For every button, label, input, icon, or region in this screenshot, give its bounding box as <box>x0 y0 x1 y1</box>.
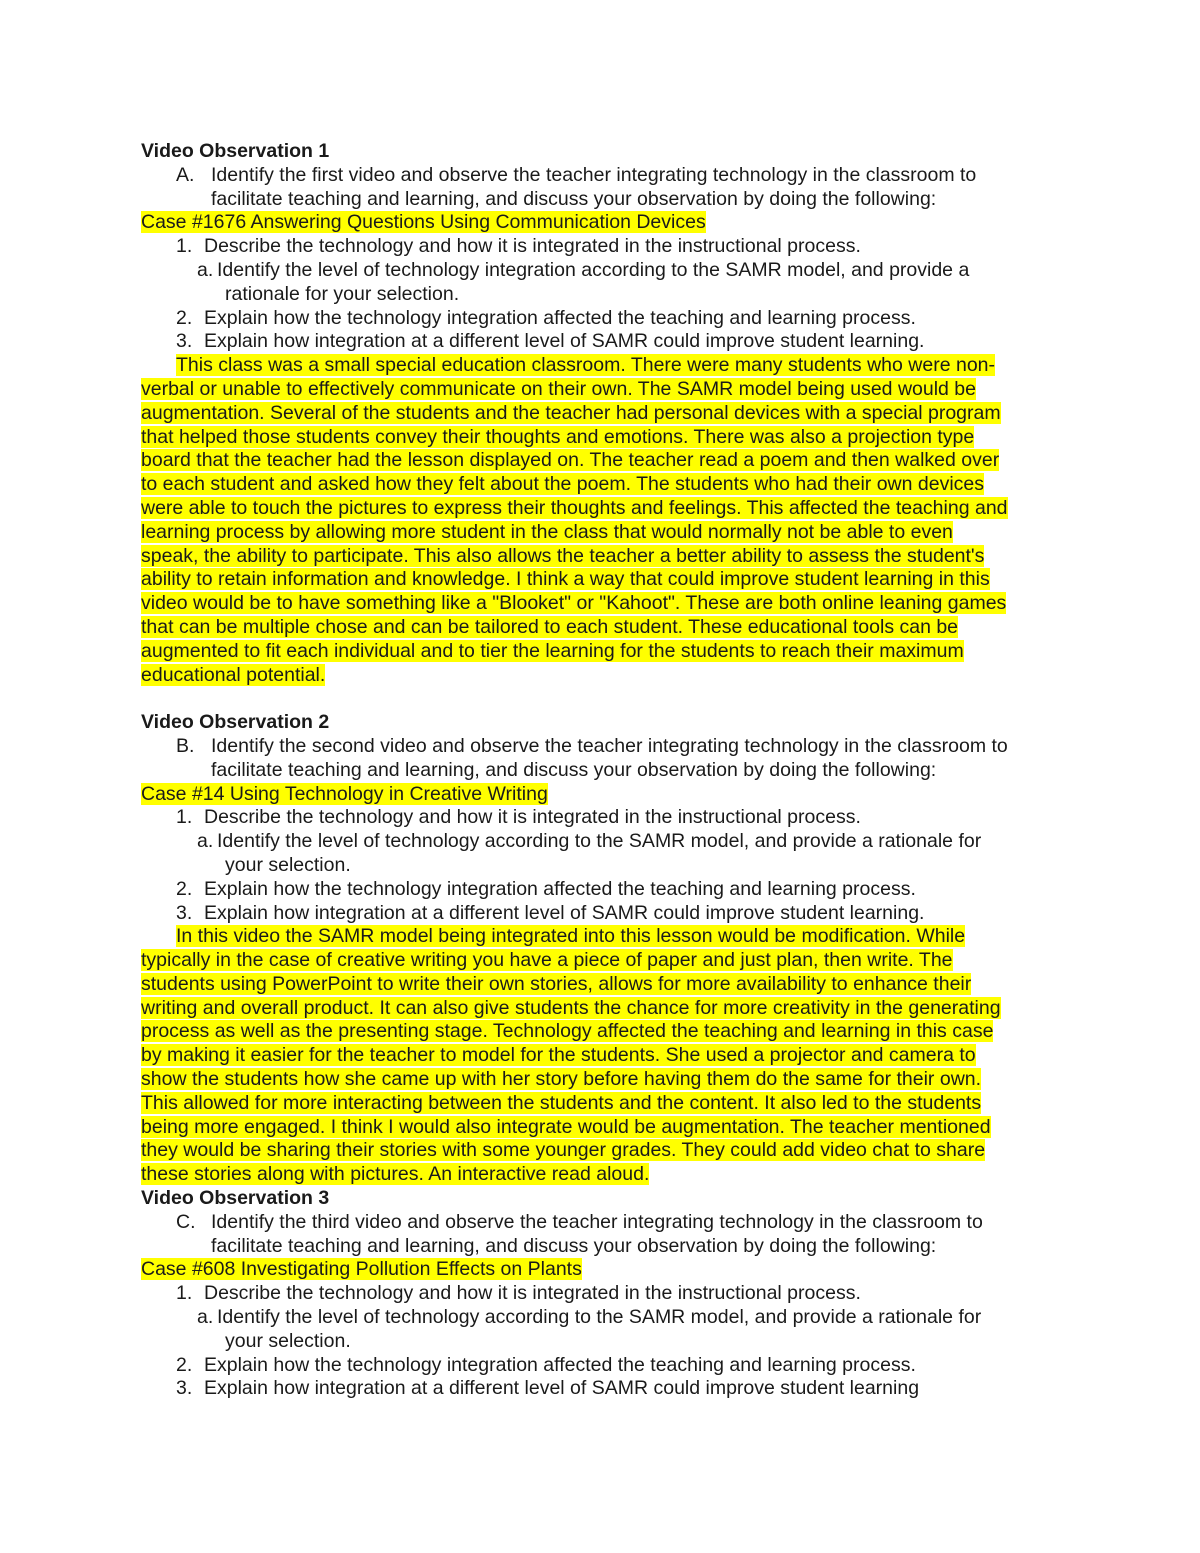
list-marker: 3. <box>176 1377 193 1400</box>
question-1a <box>141 259 1061 283</box>
answer-line: board that the teacher had the lesson displayed on. The teacher read a poem and then walked over <box>141 449 1000 472</box>
answer-line: being more engaged. I think I would also integrate would be augmentation. The teacher mentioned <box>141 1115 991 1138</box>
answer-line: This allowed for more interacting between the students and the content. It also led to the students <box>141 1091 982 1114</box>
question-2 <box>141 1354 1061 1378</box>
answer-line: process as well as the presenting stage. Technology affected the teaching and learning in this case <box>141 1020 994 1043</box>
question-text: Explain how the technology integration affected the teaching and learning process. <box>204 1353 916 1376</box>
answer-paragraph <box>141 354 1061 687</box>
answer-line: that helped those students convey their thoughts and emotions. There was also a projection type <box>141 425 975 448</box>
answer-line: students using PowerPoint to write their own stories, allows for more availability to enhance their <box>141 972 972 995</box>
list-marker: 1. <box>176 235 193 258</box>
section-heading: Video Observation 1 <box>141 140 330 162</box>
question-1 <box>141 806 1061 830</box>
question-text: Explain how the technology integration affected the teaching and learning process. <box>204 877 916 900</box>
answer-paragraph <box>141 925 1061 1187</box>
answer-line: typically in the case of creative writing you have a piece of paper and just plan, then write. The <box>141 949 953 972</box>
case-title-line <box>141 783 1061 807</box>
answer-line: writing and overall product. It can also give students the chance for more creativity in the generating <box>141 996 1001 1019</box>
case-title: Case #14 Using Technology in Creative Writing <box>141 782 548 805</box>
answer-line: video would be to have something like a "Blooket" or "Kahoot". These are both online leaning games <box>141 592 1007 615</box>
intro-item <box>141 164 1061 188</box>
answer-line: that can be multiple chose and can be tailored to each student. These educational tools can be <box>141 615 959 638</box>
answer-line: these stories along with pictures. An interactive read aloud. <box>141 1163 650 1186</box>
case-title: Case #608 Investigating Pollution Effects on Plants <box>141 1258 582 1281</box>
intro-text: Identify the third video and observe the teacher integrating technology in the classroom to <box>211 1210 983 1233</box>
answer-line: augmentation. Several of the students and the teacher had personal devices with a special program <box>141 401 1001 424</box>
list-marker: 3. <box>176 330 193 353</box>
answer-line: augmented to fit each individual and to tier the learning for the students to reach their maximum <box>141 639 964 662</box>
list-marker: A. <box>176 163 195 186</box>
question-3 <box>141 1377 1061 1401</box>
list-marker: 2. <box>176 306 193 329</box>
list-marker: a. <box>197 1306 214 1329</box>
question-1 <box>141 1282 1061 1306</box>
list-marker: 2. <box>176 877 193 900</box>
question-2 <box>141 878 1061 902</box>
answer-line: learning process by allowing more student in the class that would normally not be able to even <box>141 520 953 543</box>
answer-line: educational potential. <box>141 663 326 686</box>
question-text: Describe the technology and how it is integrated in the instructional process. <box>204 1282 861 1305</box>
intro-continuation: facilitate teaching and learning, and discuss your observation by doing the following: <box>211 758 937 781</box>
question-3 <box>141 330 1061 354</box>
answer-line: by making it easier for the teacher to model for the students. She used a projector and camera to <box>141 1044 976 1067</box>
question-text: Identify the level of technology according to the SAMR model, and provide a rationale for <box>217 830 982 853</box>
answer-line: speak, the ability to participate. This also allows the teacher a better ability to assess the student's <box>141 544 985 567</box>
question-text: Describe the technology and how it is integrated in the instructional process. <box>204 235 861 258</box>
case-title-line <box>141 1258 1061 1282</box>
list-marker: 3. <box>176 901 193 924</box>
intro-text: Identify the first video and observe the teacher integrating technology in the classroom to <box>211 163 977 186</box>
paragraph-gap <box>141 687 1061 711</box>
question-1a-continuation: your selection. <box>225 1329 351 1352</box>
list-marker: 1. <box>176 1282 193 1305</box>
answer-line: to each student and asked how they felt about the poem. The students who had their own devices <box>141 473 985 496</box>
question-3 <box>141 902 1061 926</box>
list-marker: a. <box>197 258 214 281</box>
list-marker: B. <box>176 734 195 757</box>
answer-line: In this video the SAMR model being integrated into this lesson would be modification. While <box>176 925 966 948</box>
question-2 <box>141 307 1061 331</box>
case-title: Case #1676 Answering Questions Using Communication Devices <box>141 211 706 234</box>
question-1a-continuation: your selection. <box>225 853 351 876</box>
question-text: Describe the technology and how it is integrated in the instructional process. <box>204 806 861 829</box>
question-text: Explain how integration at a different level of SAMR could improve student learning. <box>204 330 925 353</box>
question-1 <box>141 235 1061 259</box>
document-page <box>141 140 1061 1401</box>
answer-line: show the students how she came up with her story before having them do the same for their own. <box>141 1068 982 1091</box>
intro-continuation: facilitate teaching and learning, and discuss your observation by doing the following: <box>211 1234 937 1257</box>
list-marker: 1. <box>176 806 193 829</box>
list-marker: a. <box>197 830 214 853</box>
case-title-line <box>141 211 1061 235</box>
section-heading: Video Observation 2 <box>141 711 330 734</box>
question-text: Identify the level of technology according to the SAMR model, and provide a rationale for <box>217 1306 982 1329</box>
question-text: Identify the level of technology integration according to the SAMR model, and provide a <box>217 258 970 281</box>
answer-line: they would be sharing their stories with some younger grades. They could add video chat to share <box>141 1139 986 1162</box>
answer-line: were able to touch the pictures to express their thoughts and feelings. This affected the teaching and <box>141 496 1008 519</box>
question-1a <box>141 1306 1061 1330</box>
intro-item <box>141 1211 1061 1235</box>
list-marker: 2. <box>176 1353 193 1376</box>
question-1a-continuation: rationale for your selection. <box>225 282 460 305</box>
answer-line: verbal or unable to effectively communicate on their own. The SAMR model being used would be <box>141 377 976 400</box>
intro-continuation: facilitate teaching and learning, and discuss your observation by doing the following: <box>211 187 937 210</box>
question-text: Explain how integration at a different level of SAMR could improve student learning <box>204 1377 920 1400</box>
question-1a <box>141 830 1061 854</box>
question-text: Explain how integration at a different level of SAMR could improve student learning. <box>204 901 925 924</box>
intro-text: Identify the second video and observe the teacher integrating technology in the classroom to <box>211 734 1008 757</box>
section-heading: Video Observation 3 <box>141 1187 330 1210</box>
intro-item <box>141 735 1061 759</box>
question-text: Explain how the technology integration affected the teaching and learning process. <box>204 306 916 329</box>
answer-line: This class was a small special education classroom. There were many students who were non- <box>176 354 995 377</box>
list-marker: C. <box>176 1210 196 1233</box>
answer-line: ability to retain information and knowledge. I think a way that could improve student learning in this <box>141 568 990 591</box>
